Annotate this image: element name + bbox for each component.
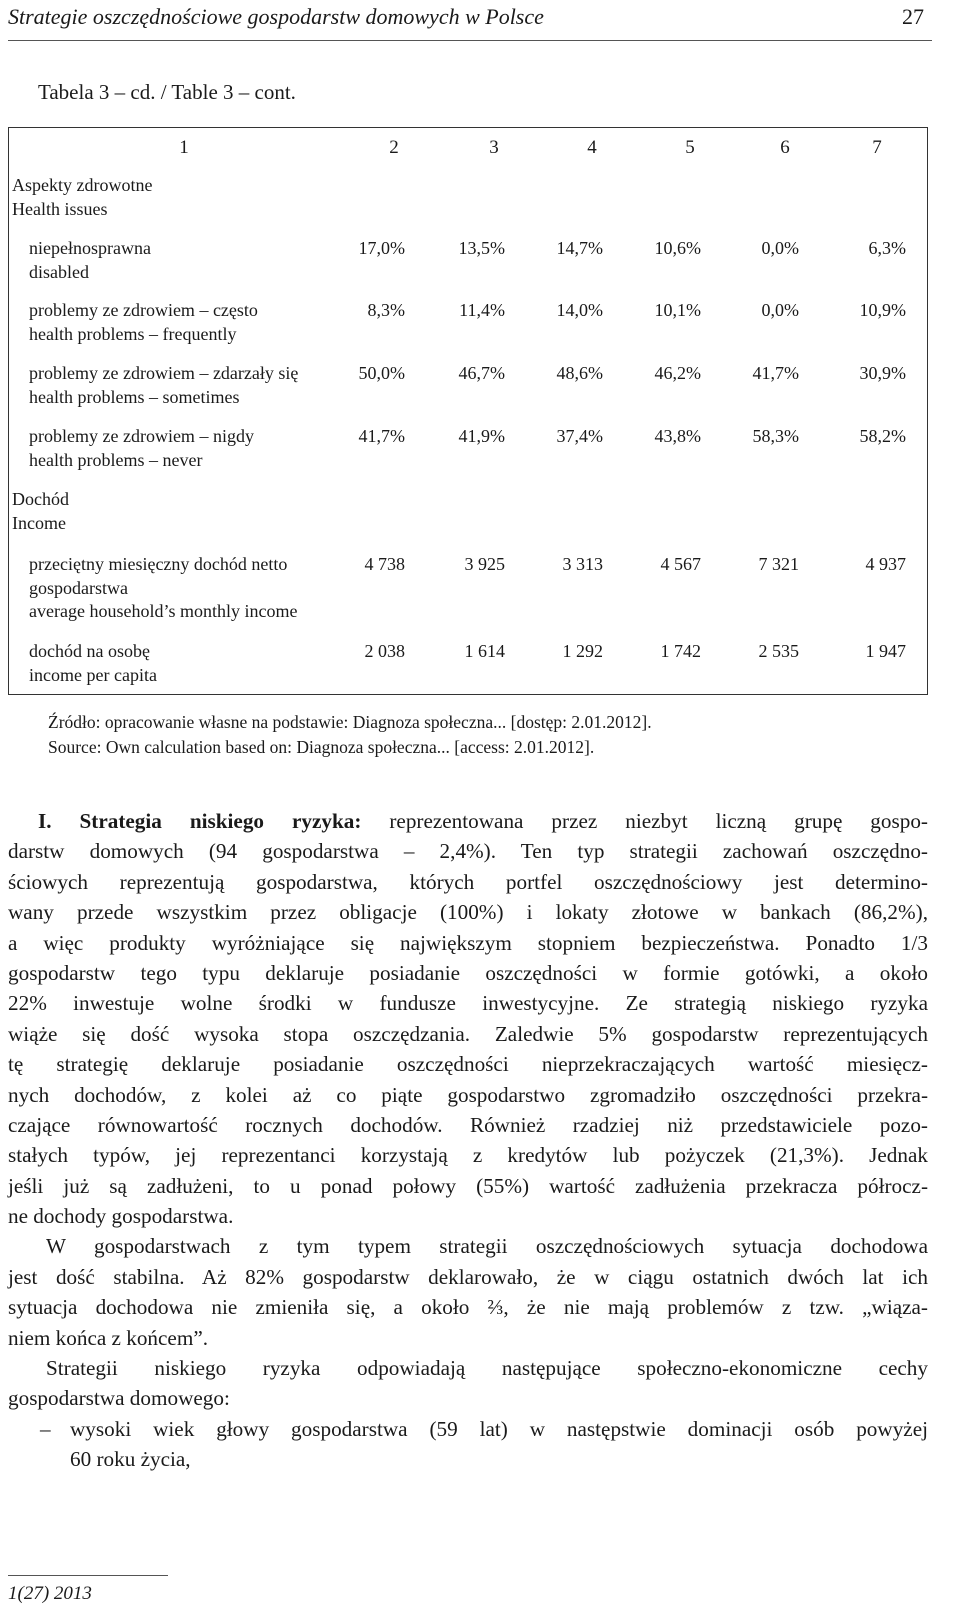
bullet-dash: – xyxy=(40,1416,51,1441)
cell-value: 58,2% xyxy=(859,426,906,446)
cell-value: 3 313 xyxy=(562,554,603,574)
cell-value: 41,7% xyxy=(752,363,799,383)
group-title-en: Health issues xyxy=(12,199,108,219)
bullet-item: – wysoki wiek głowy gospodarstwa (59 lat) w następstwie dominacji osób powyżej xyxy=(8,1414,928,1444)
paragraph-line: Strategii niskiego ryzyka odpowiadają następujące społeczno-ekonomiczne cechy xyxy=(46,1356,928,1381)
group-title-pl: Dochód xyxy=(12,489,69,509)
cell-value: 10,9% xyxy=(859,300,906,320)
paragraph-line: W gospodarstwach z tym typem strategii oszczędnościowych sytuacja dochodowa xyxy=(46,1234,928,1259)
paragraph-line: gospodarstwa domowego: xyxy=(8,1386,230,1411)
body-text xyxy=(8,806,928,1475)
cell-value: 43,8% xyxy=(654,426,701,446)
row-label: gospodarstwa xyxy=(29,578,128,598)
cell-value: 17,0% xyxy=(358,238,405,258)
row-label: dochód na osobę xyxy=(29,641,150,661)
paragraph-line: tę strategię deklaruje posiadanie oszczędności nieprzekraczających wartość miesięcz- xyxy=(8,1052,928,1077)
cell-value: 10,6% xyxy=(654,238,701,258)
cell-value: 10,1% xyxy=(654,300,701,320)
paragraph-line: stałych typów, jej reprezentanci korzystają z kredytów lub pożyczek (21,3%). Jednak xyxy=(8,1143,928,1168)
source-note-en: Source: Own calculation based on: Diagnoza społeczna... [access: 2.01.2012]. xyxy=(48,737,595,757)
footer-rule xyxy=(8,1575,168,1576)
cell-value: 8,3% xyxy=(367,300,405,320)
col-header-4: 4 xyxy=(587,137,597,158)
row-label: average household’s monthly income xyxy=(29,601,298,621)
paragraph-line: nych dochodów, z kolei aż co piąte gospodarstwo zgromadziło oszczędności przekra- xyxy=(8,1082,928,1107)
row-label: problemy ze zdrowiem – zdarzały się xyxy=(29,363,299,383)
bullet-item-continuation: 60 roku życia, xyxy=(70,1447,191,1472)
cell-value: 1 292 xyxy=(562,641,603,661)
row-label: health problems – sometimes xyxy=(29,387,240,407)
cell-value: 6,3% xyxy=(868,238,906,258)
cell-value: 2 535 xyxy=(758,641,799,661)
row-label: problemy ze zdrowiem – często xyxy=(29,300,258,320)
cell-value: 37,4% xyxy=(556,426,603,446)
row-label: przeciętny miesięczny dochód netto xyxy=(29,554,288,574)
issue-footer: 1(27) 2013 xyxy=(8,1583,92,1604)
cell-value: 4 738 xyxy=(364,554,405,574)
cell-value: 41,9% xyxy=(458,426,505,446)
col-header-6: 6 xyxy=(780,137,790,158)
paragraph-line: a więc produkty wyróżniające się największym stopniem bezpieczeństwa. Ponadto 1/3 xyxy=(8,930,928,955)
paragraph-line: darstw domowych (94 gospodarstwa – 2,4%). Ten typ strategii zachowań oszczędno- xyxy=(8,839,928,864)
page-number: 27 xyxy=(902,4,924,29)
table-caption: Tabela 3 – cd. / Table 3 – cont. xyxy=(38,80,296,104)
cell-value: 4 567 xyxy=(660,554,701,574)
running-title: Strategie oszczędnościowe gospodarstw domowych w Polsce xyxy=(8,4,544,29)
paragraph-line: niem końca z końcem”. xyxy=(8,1325,209,1350)
col-header-2: 2 xyxy=(389,137,399,158)
row-label: health problems – never xyxy=(29,450,203,470)
row-label: disabled xyxy=(29,262,89,282)
paragraph-line: I. Strategia niskiego ryzyka: reprezentowana przez niezbyt liczną grupę gospo- xyxy=(38,809,928,833)
row-label: income per capita xyxy=(29,665,157,685)
paragraph-line: jeśli już są zadłużeni, to u ponad połowy (55%) wartość zadłużenia przekracza półrocz- xyxy=(8,1173,928,1198)
cell-value: 0,0% xyxy=(761,300,799,320)
cell-value: 2 038 xyxy=(364,641,405,661)
cell-value: 14,0% xyxy=(556,300,603,320)
cell-value: 11,4% xyxy=(459,300,505,320)
cell-value: 46,2% xyxy=(654,363,701,383)
cell-value: 14,7% xyxy=(556,238,603,258)
paragraph-line: ściowych reprezentują gospodarstwa, których portfel oszczędnościowy jest determino- xyxy=(8,869,928,894)
group-title-en: Income xyxy=(12,513,66,533)
cell-value: 41,7% xyxy=(358,426,405,446)
section-heading: I. Strategia niskiego ryzyka: xyxy=(38,809,362,833)
cell-value: 1 742 xyxy=(660,641,701,661)
col-header-5: 5 xyxy=(685,137,695,158)
paragraph-line: sytuacja dochodowa nie zmieniła się, a około ⅔, że nie mają problemów z tzw. „wiąza- xyxy=(8,1295,928,1320)
cell-value: 48,6% xyxy=(556,363,603,383)
paragraph-line: czające równowartość rocznych dochodów. Również rzadziej niż przedstawiciele pozo- xyxy=(8,1112,928,1137)
cell-value: 0,0% xyxy=(761,238,799,258)
cell-value: 3 925 xyxy=(464,554,505,574)
cell-value: 30,9% xyxy=(859,363,906,383)
row-label: problemy ze zdrowiem – nigdy xyxy=(29,426,254,446)
paragraph-line: ne dochody gospodarstwa. xyxy=(8,1204,234,1229)
paragraph-line: gospodarstw tego typu deklaruje posiadanie oszczędności w formie gotówki, a około xyxy=(8,960,928,985)
col-header-1: 1 xyxy=(179,137,189,158)
cell-value: 1 947 xyxy=(865,641,906,661)
source-note-pl: Źródło: opracowanie własne na podstawie: Diagnoza społeczna... [dostęp: 2.01.2012]. xyxy=(48,712,652,732)
cell-value: 58,3% xyxy=(752,426,799,446)
data-table xyxy=(8,127,928,695)
cell-value: 7 321 xyxy=(758,554,799,574)
paragraph-line: wiąże się dość wysoka stopa oszczędzania. Zaledwie 5% gospodarstw reprezentujących xyxy=(8,1021,928,1046)
page-header xyxy=(8,0,932,41)
row-label: health problems – frequently xyxy=(29,324,237,344)
cell-value: 50,0% xyxy=(358,363,405,383)
cell-value: 46,7% xyxy=(458,363,505,383)
paragraph-line: wany przede wszystkim przez obligacje (100%) i lokaty złotowe w bankach (86,2%), xyxy=(8,900,928,925)
paragraph-line: jest dość stabilna. Aż 82% gospodarstw deklarowało, że w ciągu ostatnich dwóch lat ich xyxy=(8,1264,928,1289)
paragraph-line: 22% inwestuje wolne środki w fundusze inwestycyjne. Ze strategią niskiego ryzyka xyxy=(8,991,928,1016)
col-header-7: 7 xyxy=(872,137,882,158)
cell-value: 1 614 xyxy=(464,641,505,661)
row-label: niepełnosprawna xyxy=(29,238,151,258)
group-title-pl: Aspekty zdrowotne xyxy=(12,175,153,195)
col-header-3: 3 xyxy=(489,137,499,158)
cell-value: 13,5% xyxy=(458,238,505,258)
cell-value: 4 937 xyxy=(865,554,906,574)
